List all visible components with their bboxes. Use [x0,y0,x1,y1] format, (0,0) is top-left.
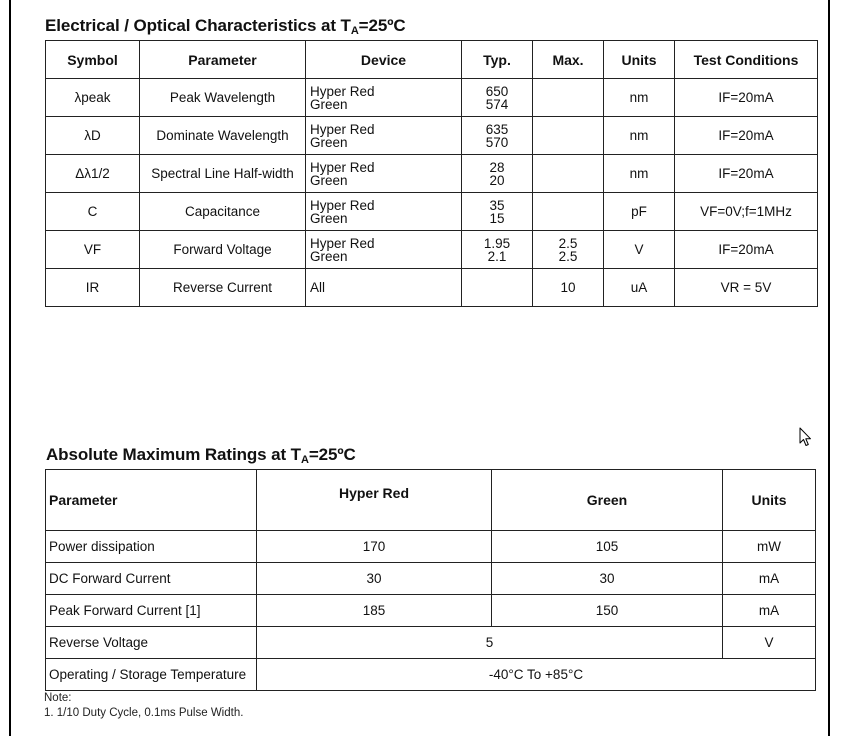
parameter-cell: Forward Voltage [140,231,306,269]
typ-cell [462,117,533,155]
symbol-cell: IR [46,269,140,307]
header-green: Green [492,470,723,531]
device-cell [306,269,462,307]
max-cell [533,117,604,155]
electrical-optical-title: Electrical / Optical Characteristics at $T_A=25ºC$ [45,16,406,37]
device-cell [306,231,462,269]
symbol-cell: C [46,193,140,231]
table-row [46,595,816,627]
device-cell [306,79,462,117]
parameter-cell: Dominate Wavelength [140,117,306,155]
symbol-cell: VF [46,231,140,269]
table-row [46,117,818,155]
device-cell [306,155,462,193]
header-symbol: Symbol [46,41,140,79]
header-device: Device [306,41,462,79]
symbol-cell: λD [46,117,140,155]
table-row [46,627,816,659]
max-cell [533,231,604,269]
header-typ: Typ. [462,41,533,79]
units-cell: V [604,231,675,269]
table-row [46,269,818,307]
table-row [46,563,816,595]
mouse-cursor-icon [799,427,813,447]
typ-value: 1.95 [483,235,511,251]
units-cell: mW [723,531,816,563]
units-cell: pF [604,193,675,231]
header-parameter: Parameter [46,470,257,531]
parameter-cell: Peak Forward Current [1] [46,595,257,627]
note-item-1: 1. 1/10 Duty Cycle, 0.1ms Pulse Width. [44,707,244,719]
max-cell [533,193,604,231]
table-row [46,155,818,193]
typ-cell [462,79,533,117]
hyper-red-cell: 185 [257,595,492,627]
parameter-cell: Reverse Current [140,269,306,307]
parameter-cell: DC Forward Current [46,563,257,595]
absolute-max-ratings-title: Absolute Maximum Ratings at $T_A=25ºC$ [46,445,356,466]
device-line: Green [310,248,348,264]
header-units: Units [723,470,816,531]
green-cell: 105 [492,531,723,563]
green-cell: 30 [492,563,723,595]
page-left-border [9,0,11,736]
absolute-max-ratings-table [45,469,816,691]
typ-value: 20 [489,172,505,188]
typ-value: 2.1 [487,248,507,264]
device-cell [306,117,462,155]
parameter-cell: Reverse Voltage [46,627,257,659]
units-cell: nm [604,117,675,155]
max-cell [533,155,604,193]
header-max: Max. [533,41,604,79]
test-conditions-cell: IF=20mA [675,79,818,117]
table-header-row [46,470,816,531]
typ-value: 35 [489,197,505,213]
table-row [46,193,818,231]
hyper-red-cell: 170 [257,531,492,563]
typ-cell [462,231,533,269]
test-conditions-cell: VR = 5V [675,269,818,307]
device-line: Green [310,96,348,112]
device-line: Hyper Red [310,235,375,251]
merged-value-cell: 5 [257,627,723,659]
electrical-characteristics-table [45,40,818,307]
device-line: Hyper Red [310,159,375,175]
table-row [46,231,818,269]
header-test-conditions: Test Conditions [675,41,818,79]
table-row [46,79,818,117]
device-cell [306,193,462,231]
parameter-cell: Power dissipation [46,531,257,563]
typ-value: 650 [485,83,509,99]
table-row [46,531,816,563]
units-cell: mA [723,595,816,627]
typ-value: 635 [485,121,509,137]
page-right-border [828,0,830,736]
units-cell: mA [723,563,816,595]
merged-value-cell: -40°C To +85°C [257,659,816,691]
typ-value: 570 [485,134,509,150]
typ-cell [462,155,533,193]
device-line: Hyper Red [310,121,375,137]
table-row [46,659,816,691]
max-cell [533,269,604,307]
typ-cell [462,269,533,307]
test-conditions-cell: IF=20mA [675,231,818,269]
test-conditions-cell: IF=20mA [675,155,818,193]
typ-cell [462,193,533,231]
header-hyper-red: Hyper Red [257,470,492,531]
max-value: 10 [560,280,576,295]
symbol-cell: Δλ1/2 [46,155,140,193]
parameter-cell: Spectral Line Half-width [140,155,306,193]
units-cell: V [723,627,816,659]
note-label: Note: [44,692,72,704]
test-conditions-cell: VF=0V;f=1MHz [675,193,818,231]
device-line: Green [310,210,348,226]
table-header-row [46,41,818,79]
units-cell: nm [604,79,675,117]
device-line: Hyper Red [310,83,375,99]
parameter-cell: Peak Wavelength [140,79,306,117]
max-cell [533,79,604,117]
device-line: Green [310,134,348,150]
device-line: Green [310,172,348,188]
header-parameter: Parameter [140,41,306,79]
units-cell: nm [604,155,675,193]
units-cell: uA [604,269,675,307]
typ-value: 574 [485,96,509,112]
parameter-cell: Operating / Storage Temperature [46,659,257,691]
symbol-cell: λpeak [46,79,140,117]
device-line: All [310,280,326,295]
header-units: Units [604,41,675,79]
test-conditions-cell: IF=20mA [675,117,818,155]
parameter-cell: Capacitance [140,193,306,231]
green-cell: 150 [492,595,723,627]
device-line: Hyper Red [310,197,375,213]
hyper-red-cell: 30 [257,563,492,595]
typ-value: 28 [489,159,505,175]
typ-value: 15 [489,210,505,226]
max-value: 2.5 [558,235,578,251]
max-value: 2.5 [558,248,578,264]
